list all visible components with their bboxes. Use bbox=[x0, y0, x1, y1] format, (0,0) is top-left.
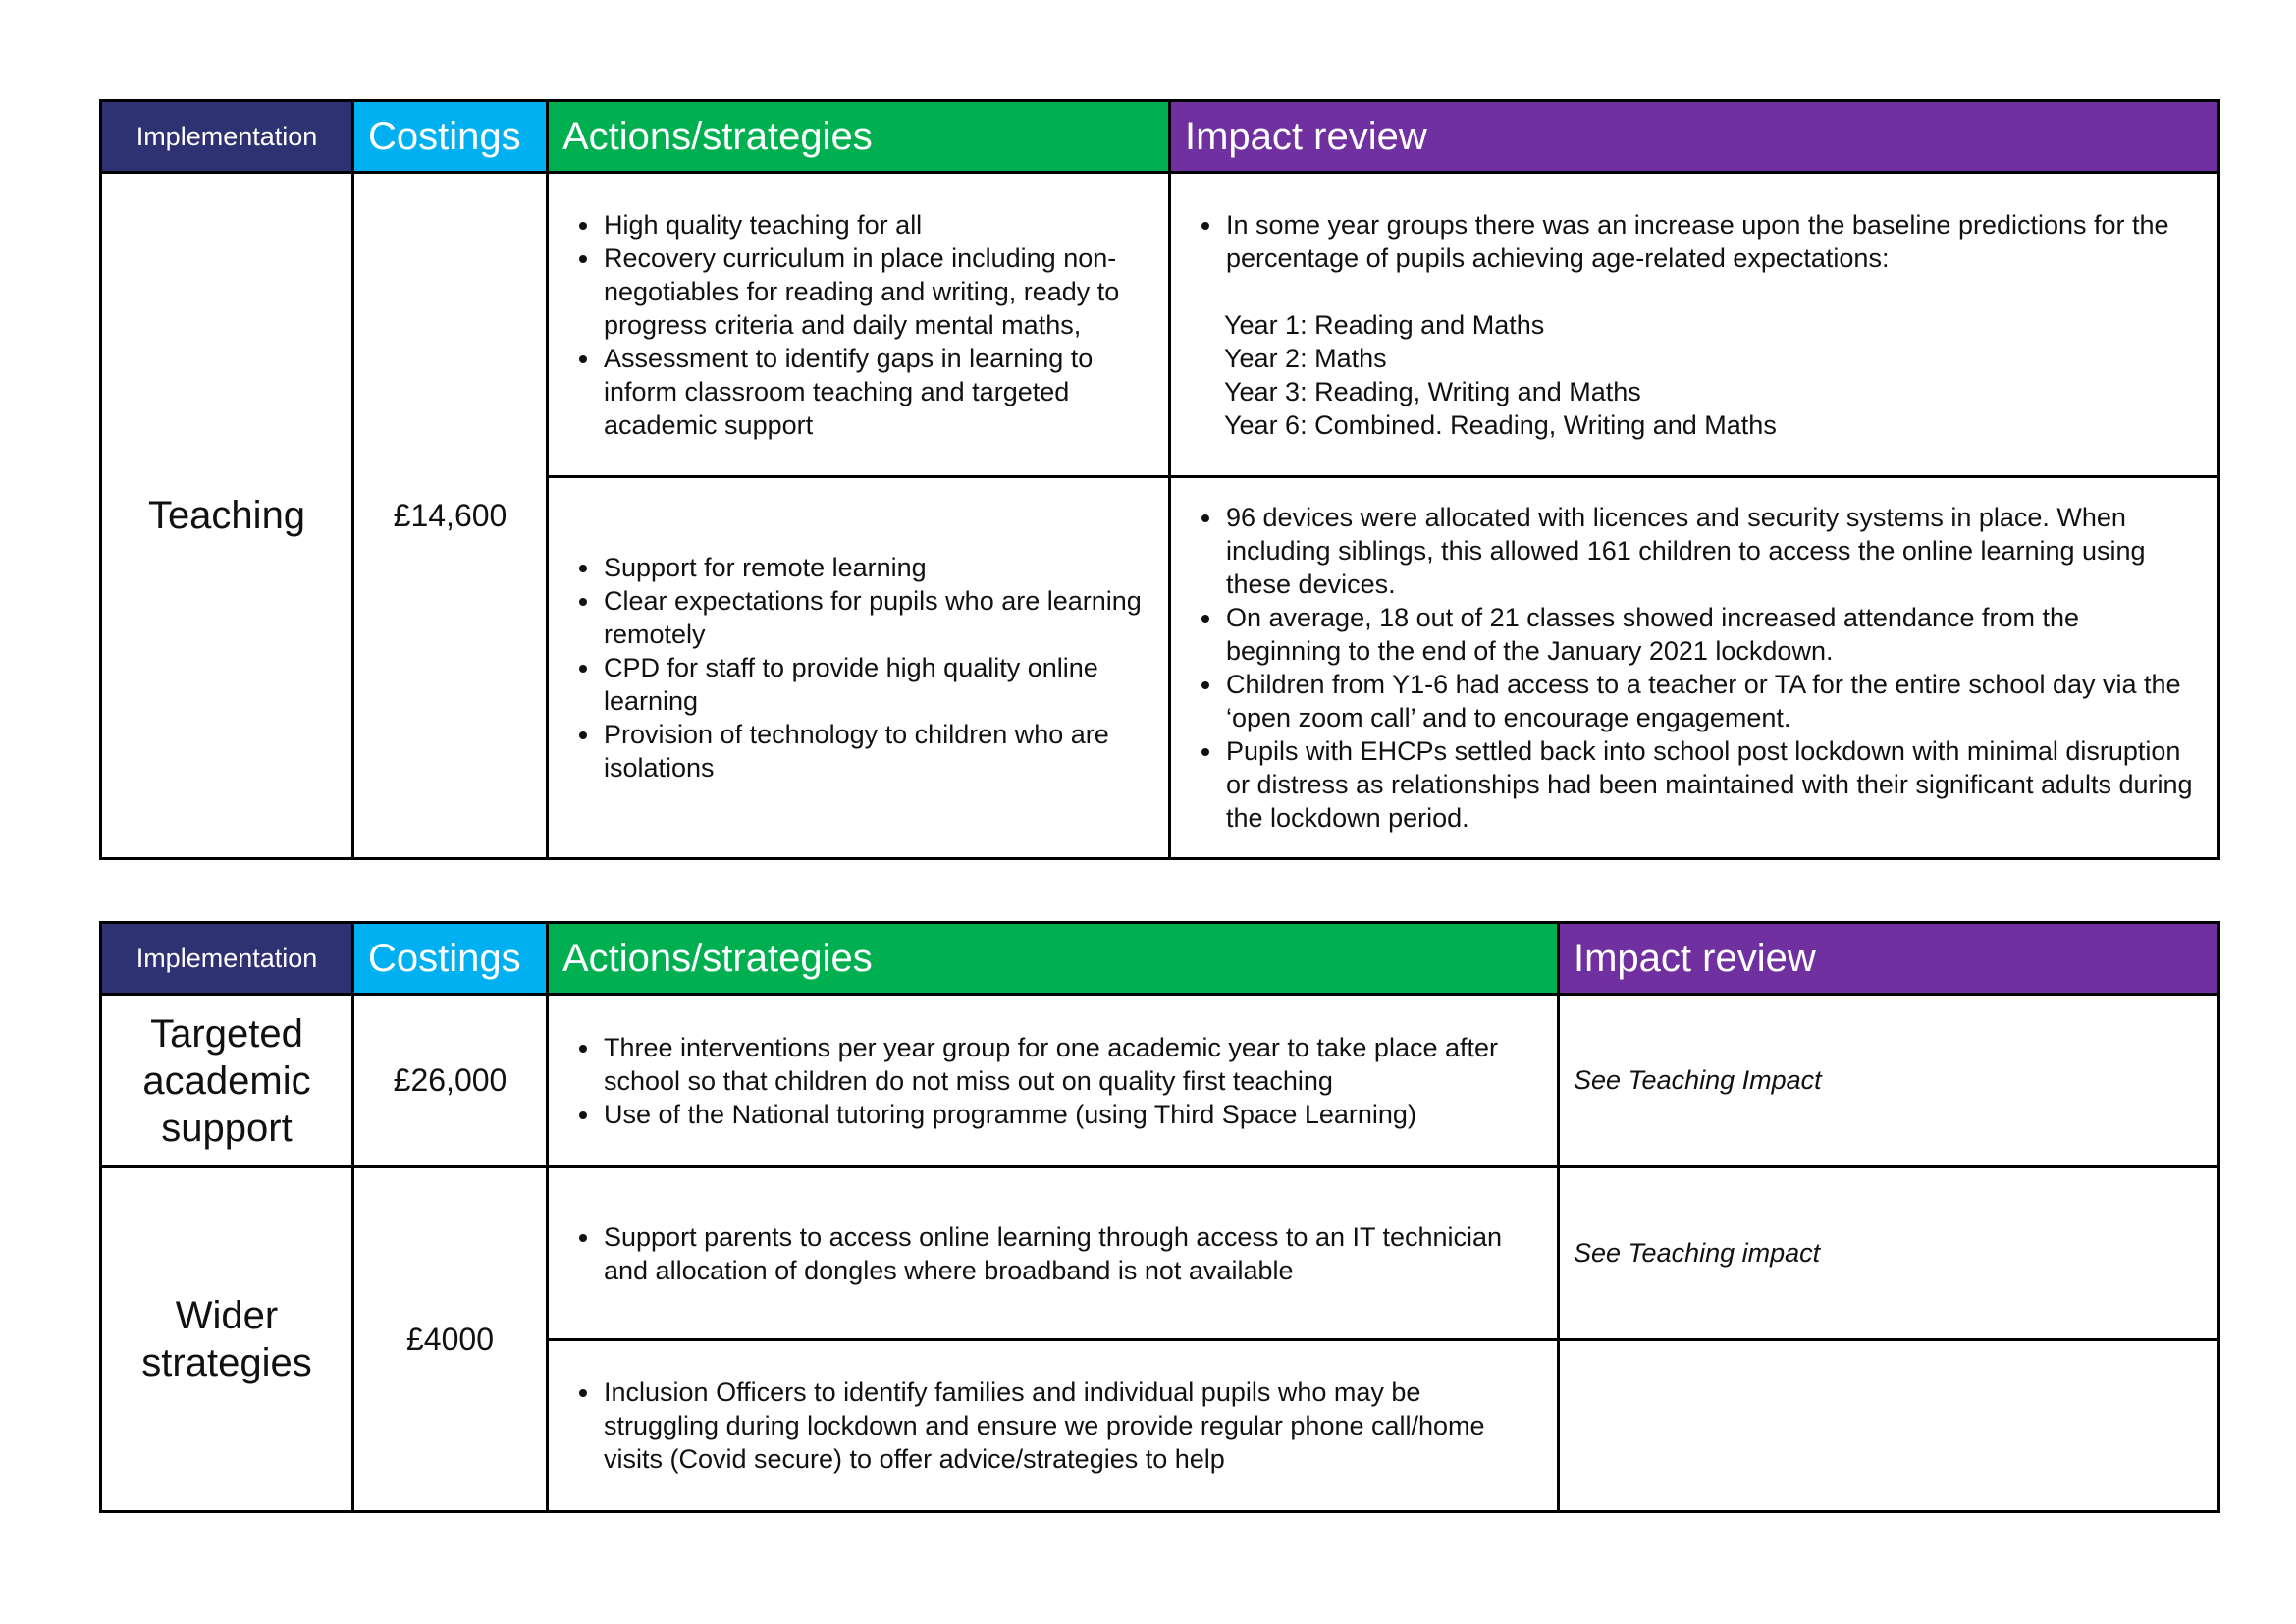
impact-intro: • In some year groups there was an increase upon the baseline predictions for the percentage of pupils achieving age-related expectations: bbox=[1224, 208, 2198, 275]
header-impact: Impact review bbox=[1170, 101, 2219, 173]
actions-cell bbox=[548, 477, 1170, 859]
impact-cell-empty bbox=[1559, 1340, 2219, 1512]
action-item: • Assessment to identify gaps in learning to inform classroom teaching and targeted academic support bbox=[602, 342, 1150, 442]
impact-cell bbox=[1170, 173, 2219, 477]
action-item: • Clear expectations for pupils who are learning remotely bbox=[602, 584, 1150, 651]
implementation-label: Teaching bbox=[101, 173, 353, 859]
header-costings: Costings bbox=[353, 923, 548, 995]
impact-item: • On average, 18 out of 21 classes showed increased attendance from the beginning to the end of the January 2021 lockdown. bbox=[1224, 601, 2198, 668]
header-implementation: Implementation bbox=[101, 923, 353, 995]
header-implementation: Implementation bbox=[101, 101, 353, 173]
impact-item: • 96 devices were allocated with licences and security systems in place. When including siblings, this allowed 161 children to access the online learning using these devices. bbox=[1224, 501, 2198, 601]
action-item: • CPD for staff to provide high quality online learning bbox=[602, 651, 1150, 718]
action-item: • Recovery curriculum in place including non-negotiables for reading and writing, ready to progress criteria and daily mental maths, bbox=[602, 242, 1150, 342]
action-item: • High quality teaching for all bbox=[602, 208, 1150, 242]
impact-cell: See Teaching impact bbox=[1559, 1167, 2219, 1340]
implementation-label: Wider strategies bbox=[101, 1167, 353, 1512]
targeted-wider-table bbox=[99, 921, 2220, 1513]
action-item: • Provision of technology to children who are isolations bbox=[602, 718, 1150, 785]
costing-value: £14,600 bbox=[353, 173, 548, 859]
impact-cell: See Teaching Impact bbox=[1559, 995, 2219, 1167]
action-item: • Use of the National tutoring programme (using Third Space Learning) bbox=[602, 1098, 1539, 1131]
impact-item: • Pupils with EHCPs settled back into school post lockdown with minimal disruption or distress as relationships had been maintained with their significant adults during the lockdown period. bbox=[1224, 734, 2198, 835]
impact-year: Year 6: Combined. Reading, Writing and Maths bbox=[1224, 409, 1777, 440]
costing-value: £4000 bbox=[353, 1167, 548, 1512]
actions-cell bbox=[548, 1167, 1559, 1340]
header-actions: Actions/strategies bbox=[548, 923, 1559, 995]
impact-item: • Children from Y1-6 had access to a teacher or TA for the entire school day via the ‘open zoom call’ and to encourage engagement. bbox=[1224, 668, 2198, 734]
actions-cell bbox=[548, 173, 1170, 477]
header-impact: Impact review bbox=[1559, 923, 2219, 995]
action-item: • Three interventions per year group for one academic year to take place after school so that children do not miss out on quality first teaching bbox=[602, 1031, 1539, 1098]
action-item: • Inclusion Officers to identify families and individual pupils who may be struggling during lockdown and ensure we provide regular phone call/home visits (Covid secure) to offer advice/strategies to help bbox=[602, 1376, 1539, 1476]
impact-year: Year 1: Reading and Maths bbox=[1224, 309, 1545, 340]
impact-year: Year 3: Reading, Writing and Maths bbox=[1224, 376, 1641, 406]
impact-year: Year 2: Maths bbox=[1224, 343, 1387, 373]
impact-cell bbox=[1170, 477, 2219, 859]
action-item: • Support for remote learning bbox=[602, 551, 1150, 584]
actions-cell bbox=[548, 995, 1559, 1167]
implementation-label: Targeted academic support bbox=[101, 995, 353, 1167]
actions-cell bbox=[548, 1340, 1559, 1512]
action-item: • Support parents to access online learning through access to an IT technician and allocation of dongles where broadband is not available bbox=[602, 1220, 1539, 1287]
header-costings: Costings bbox=[353, 101, 548, 173]
header-actions: Actions/strategies bbox=[548, 101, 1170, 173]
costing-value: £26,000 bbox=[353, 995, 548, 1167]
teaching-table bbox=[99, 99, 2220, 860]
